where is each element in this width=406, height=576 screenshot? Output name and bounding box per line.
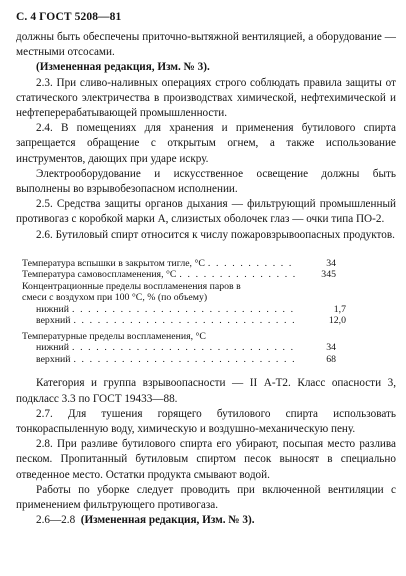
spec-label: нижний	[36, 342, 69, 354]
paragraph-cleanup: Работы по уборке следует проводить при включенной вентиляции с применением фильтрующего противогаза.	[16, 483, 396, 511]
dot-leader	[72, 304, 297, 316]
spec-row-temp-lower	[22, 342, 346, 354]
paragraph-hazard-class: Категория и группа взрывоопасности — II А-Т2. Класс опасности 3, подкласс 3.3 по ГОСТ 19433—88.	[16, 377, 396, 405]
spec-label: Температура вспышки в закрытом тигле, °С	[22, 257, 205, 269]
spec-value: 34	[326, 257, 336, 269]
spec-value: 1,7	[333, 303, 346, 315]
paragraph-2-4: 2.4. В помещениях для хранения и применения бутилового спирта запрещается обращение с открытым огнем, а также использование инструментов, дающих при ударе искру.	[16, 122, 396, 165]
properties-list	[22, 258, 346, 366]
amendment-note-final	[16, 513, 396, 528]
spec-label: верхний	[36, 315, 71, 327]
section-reference: 2.6—2.8	[36, 514, 76, 527]
spec-value: 345	[321, 269, 336, 281]
paragraph-2-5: 2.5. Средства защиты органов дыхания — фильтрующий промышленный противогаз с коробкой марки А, слизистых оболочек глаз — очки типа ПО-2.	[16, 198, 396, 226]
paragraph-2-8: 2.8. При разливе бутилового спирта его убирают, посыпая место разлива песком. Пропитанный бутиловым спиртом песок выносят в специально отведенное место. Остатки продукта смывают водой.	[16, 438, 396, 481]
paragraph-2-3: 2.3. При сливо-наливных операциях строго соблюдать правила защиты от статического электричества в производствах химической, нефтехимической и нефтеперерабатывающей промышленности.	[16, 76, 396, 120]
paragraph-2-7: 2.7. Для тушения горящего бутилового спирта использовать тонкораспыленную воду, химическую и воздушно-механическую пену.	[16, 407, 396, 435]
spec-group-title: Температурные пределы воспламенения, °С	[22, 330, 206, 342]
spec-row-conc-lower	[22, 304, 346, 316]
dot-leader	[208, 258, 297, 270]
spec-group-title-continued: смеси с воздухом при 100 °С, % (по объему)	[22, 292, 208, 304]
spec-row-temp-upper	[22, 354, 346, 366]
dot-leader	[73, 354, 297, 366]
page-header: С. 4 ГОСТ 5208—81	[16, 11, 122, 23]
document-page	[16, 10, 396, 528]
spec-value: 34	[326, 342, 336, 354]
dot-leader	[72, 342, 297, 354]
spec-row-flash-point	[22, 258, 346, 270]
paragraph-2-6: 2.6. Бутиловый спирт относится к числу пожаровзрывоопасных продуктов.	[36, 228, 395, 241]
spec-value: 12,0	[328, 315, 346, 327]
spec-value: 68	[326, 353, 336, 365]
paragraph-electrical: Электрооборудование и искусственное освещение должны быть выполнены во взрывобезопасном исполнении.	[16, 167, 396, 196]
spec-label: нижний	[36, 303, 69, 315]
spec-label: Температура самовоспламенения, °С	[22, 269, 177, 281]
spec-label: верхний	[36, 353, 71, 365]
spec-row-conc-upper	[22, 315, 346, 327]
spec-row-autoignition	[22, 269, 346, 281]
amendment-note: (Измененная редакция, Изм. № 3).	[80, 514, 255, 527]
amendment-note: (Измененная редакция, Изм. № 3).	[36, 61, 210, 74]
dot-leader	[179, 269, 297, 281]
spec-group-title: Концентрационные пределы воспламенения паров в	[22, 280, 241, 292]
dot-leader	[73, 315, 297, 327]
paragraph-ventilation: должны быть обеспечены приточно-вытяжной вентиляцией, а оборудование — местными отсосами.	[16, 31, 396, 59]
